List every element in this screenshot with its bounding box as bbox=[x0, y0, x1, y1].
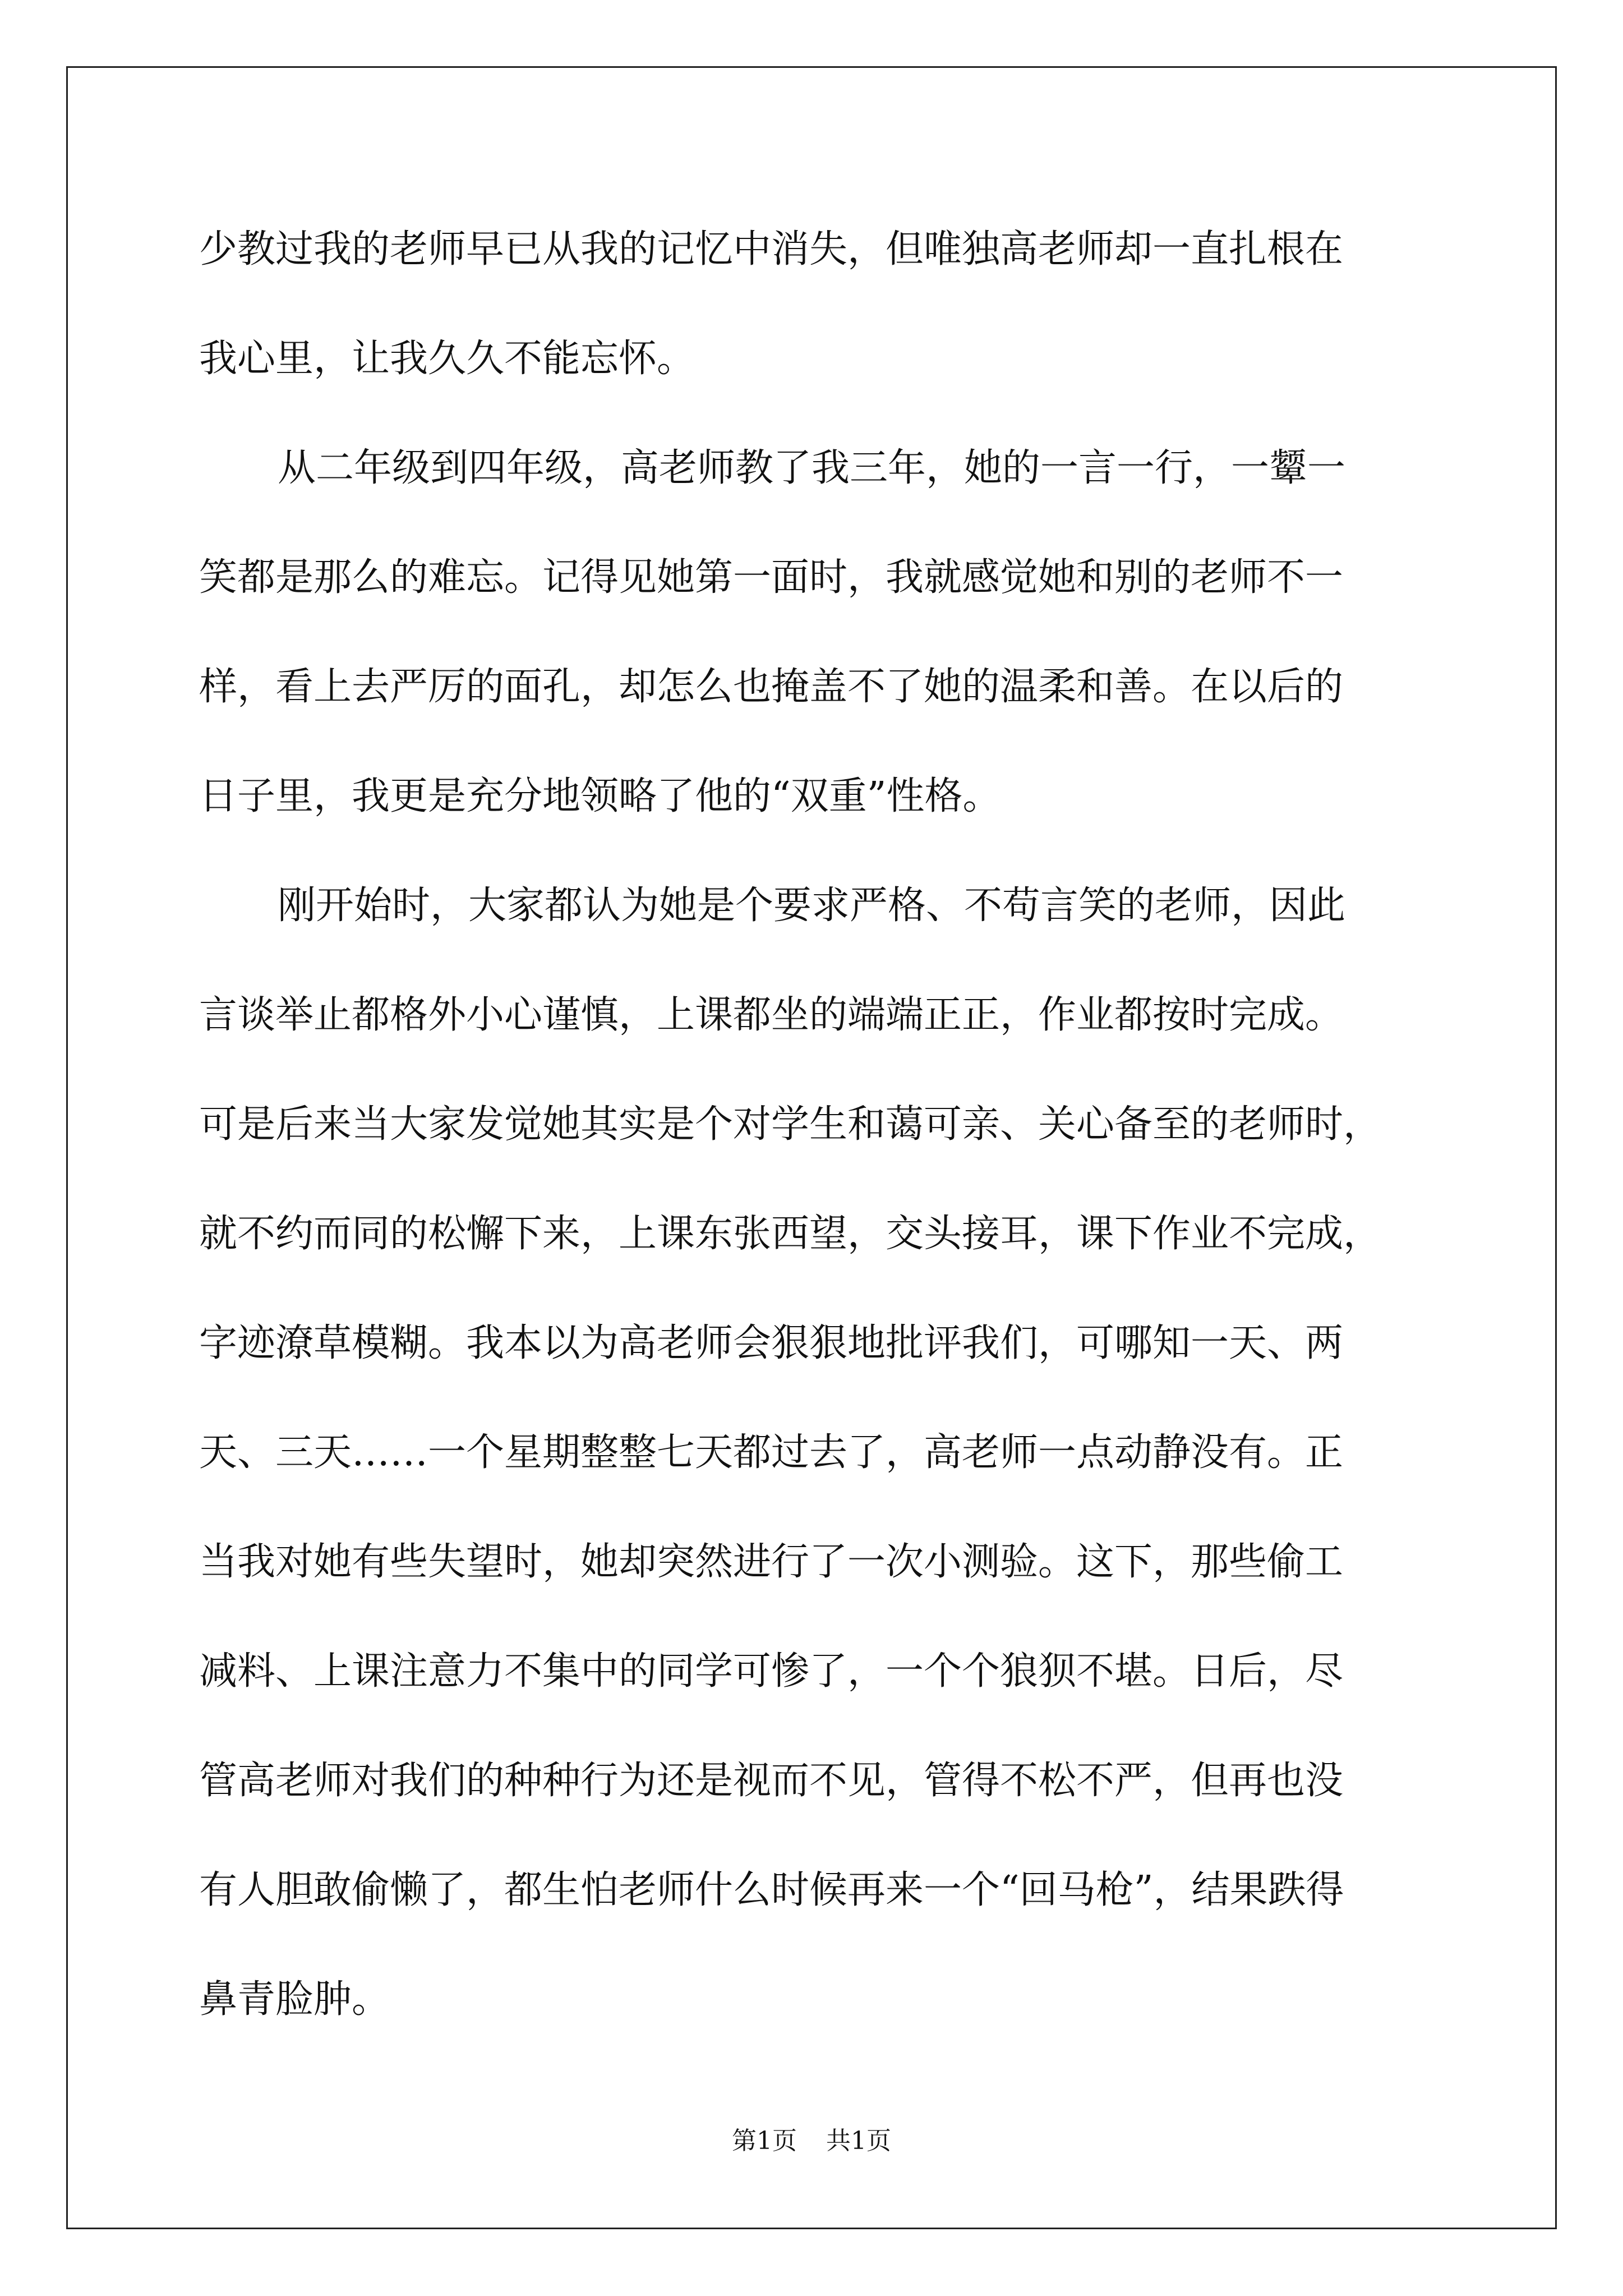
text-line: 笑都是那么的难忘。记得见她第一面时，我就感觉她和别的老师不一 bbox=[199, 555, 1344, 600]
text-line: 我心里，让我久久不能忘怀。 bbox=[199, 337, 695, 381]
text-line: 日子里，我更是充分地领略了他的“双重”性格。 bbox=[199, 774, 1001, 818]
text-line: 当我对她有些失望时，她却突然进行了一次小测验。这下，那些偷工 bbox=[199, 1540, 1344, 1584]
text-line: 天、三天……一个星期整整七天都过去了，高老师一点动静没有。正 bbox=[199, 1430, 1344, 1475]
text-line: 管高老师对我们的种种行为还是视而不见，管得不松不严，但再也没 bbox=[199, 1759, 1344, 1803]
text-line: 就不约而同的松懈下来，上课东张西望，交头接耳，课下作业不完成， bbox=[199, 1212, 1382, 1256]
paragraph-start-line: 从二年级到四年级，高老师教了我三年，她的一言一行，一颦一 bbox=[278, 446, 1346, 490]
page-footer bbox=[0, 2126, 1623, 2156]
text-line: 字迹潦草模糊。我本以为高老师会狠狠地批评我们，可哪知一天、两 bbox=[199, 1321, 1344, 1365]
text-line: 可是后来当大家发觉她其实是个对学生和蔼可亲、关心备至的老师时， bbox=[199, 1102, 1382, 1147]
text-line: 鼻青脸肿。 bbox=[199, 1977, 390, 2022]
page-number: 第1页 bbox=[732, 2127, 797, 2155]
page-total: 共1页 bbox=[826, 2127, 891, 2155]
text-line: 有人胆敢偷懒了，都生怕老师什么时候再来一个“回马枪”，结果跌得 bbox=[199, 1868, 1344, 1912]
text-line: 样，看上去严厉的面孔，却怎么也掩盖不了她的温柔和善。在以后的 bbox=[199, 665, 1344, 709]
text-line: 少教过我的老师早已从我的记忆中消失，但唯独高老师却一直扎根在 bbox=[199, 227, 1344, 272]
paragraph-start-line: 刚开始时，大家都认为她是个要求严格、不苟言笑的老师，因此 bbox=[278, 884, 1346, 928]
text-line: 减料、上课注意力不集中的同学可惨了，一个个狼狈不堪。日后，尽 bbox=[199, 1649, 1344, 1694]
text-line: 言谈举止都格外小心谨慎，上课都坐的端端正正，作业都按时完成。 bbox=[199, 993, 1344, 1037]
